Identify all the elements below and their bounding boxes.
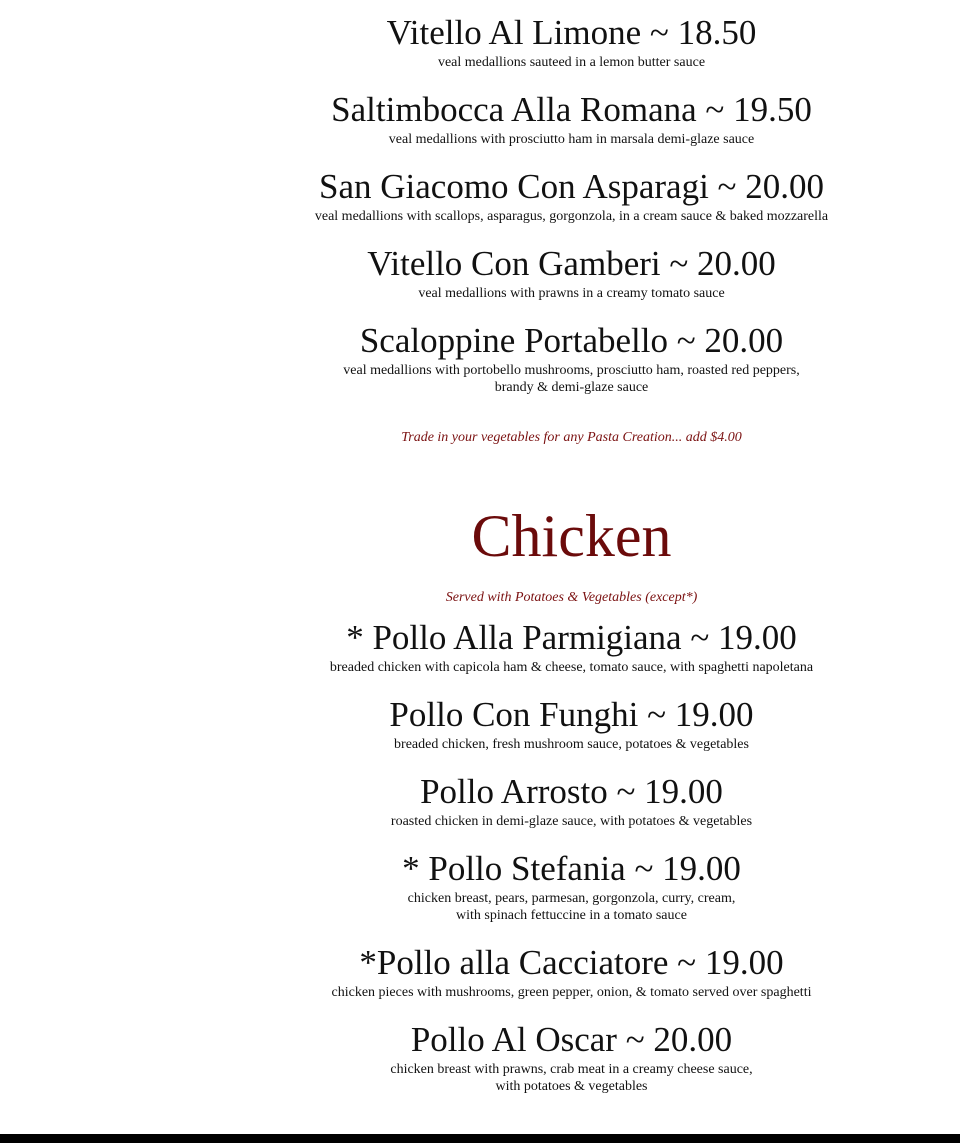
menu-item-description-line: brandy & demi-glaze sauce	[494, 380, 649, 395]
menu-item-description	[223, 131, 920, 148]
menu-item-description	[223, 54, 920, 71]
menu-item-description	[223, 1061, 920, 1095]
menu-item	[283, 943, 860, 1001]
menu-item-description	[223, 362, 920, 396]
footer-bar	[0, 1134, 960, 1143]
menu-item-description-line: breaded chicken with capicola ham & cheese, tomato sauce, with spaghetti napoletana	[329, 660, 814, 675]
menu-item-description-line: roasted chicken in demi-glaze sauce, with potatoes & vegetables	[390, 814, 753, 829]
menu-item-description	[223, 659, 920, 676]
menu-item-title: Pollo Arrosto ~ 19.00	[420, 772, 723, 811]
menu-item	[283, 13, 860, 71]
menu-item	[283, 849, 860, 924]
veal-note: Trade in your vegetables for any Pasta Creation... add $4.00	[401, 430, 742, 445]
menu-item-title: Pollo Con Funghi ~ 19.00	[389, 695, 754, 734]
section-heading-chicken: Chicken	[471, 503, 672, 569]
menu-item-description	[223, 208, 920, 225]
section-subtitle: Served with Potatoes & Vegetables (except*)	[445, 590, 698, 605]
menu-item-description-line: with spinach fettuccine in a tomato sauce	[456, 908, 687, 923]
menu-item-title: *Pollo alla Cacciatore ~ 19.00	[359, 943, 784, 982]
menu-item	[283, 1020, 860, 1095]
menu-item-title: San Giacomo Con Asparagi ~ 20.00	[319, 167, 824, 206]
menu-item-description-line: chicken breast, pears, parmesan, gorgonzola, curry, cream,	[407, 891, 736, 906]
menu-item-description-line: veal medallions with portobello mushrooms, prosciutto ham, roasted red peppers,	[343, 363, 800, 378]
menu-item-description	[223, 813, 920, 830]
menu-item-description-line: chicken pieces with mushrooms, green pepper, onion, & tomato served over spaghetti	[331, 985, 812, 1000]
menu-item-title: Vitello Al Limone ~ 18.50	[386, 13, 757, 52]
menu-item-description-line: veal medallions with prawns in a creamy tomato sauce	[418, 286, 725, 301]
menu-item-description-line: with potatoes & vegetables	[495, 1079, 648, 1094]
menu-item-description-line: veal medallions sauteed in a lemon butter sauce	[437, 55, 706, 70]
menu-item-description-line: veal medallions with scallops, asparagus, gorgonzola, in a cream sauce & baked mozzarella	[314, 209, 829, 224]
menu-item-description	[223, 984, 920, 1001]
menu-item	[283, 695, 860, 753]
menu-item-title: Pollo Al Oscar ~ 20.00	[410, 1020, 733, 1059]
menu-item-title: * Pollo Alla Parmigiana ~ 19.00	[346, 618, 797, 657]
menu-item	[283, 772, 860, 830]
menu-item	[283, 244, 860, 302]
menu-item-description	[223, 285, 920, 302]
menu-item	[283, 90, 860, 148]
menu-item	[283, 618, 860, 676]
menu-item-title: * Pollo Stefania ~ 19.00	[402, 849, 741, 888]
menu-item-description-line: chicken breast with prawns, crab meat in a creamy cheese sauce,	[390, 1062, 753, 1077]
menu-column	[283, 0, 860, 1095]
menu-item-description-line: breaded chicken, fresh mushroom sauce, potatoes & vegetables	[394, 737, 749, 752]
menu-item-title: Saltimbocca Alla Romana ~ 19.50	[331, 90, 812, 129]
menu-item-description	[223, 736, 920, 753]
menu-item-title: Vitello Con Gamberi ~ 20.00	[367, 244, 776, 283]
menu-item-title: Scaloppine Portabello ~ 20.00	[359, 321, 784, 360]
menu-item-description	[223, 890, 920, 924]
menu-item-description-line: veal medallions with prosciutto ham in marsala demi-glaze sauce	[388, 132, 755, 147]
menu-item	[283, 321, 860, 396]
menu-item	[283, 167, 860, 225]
